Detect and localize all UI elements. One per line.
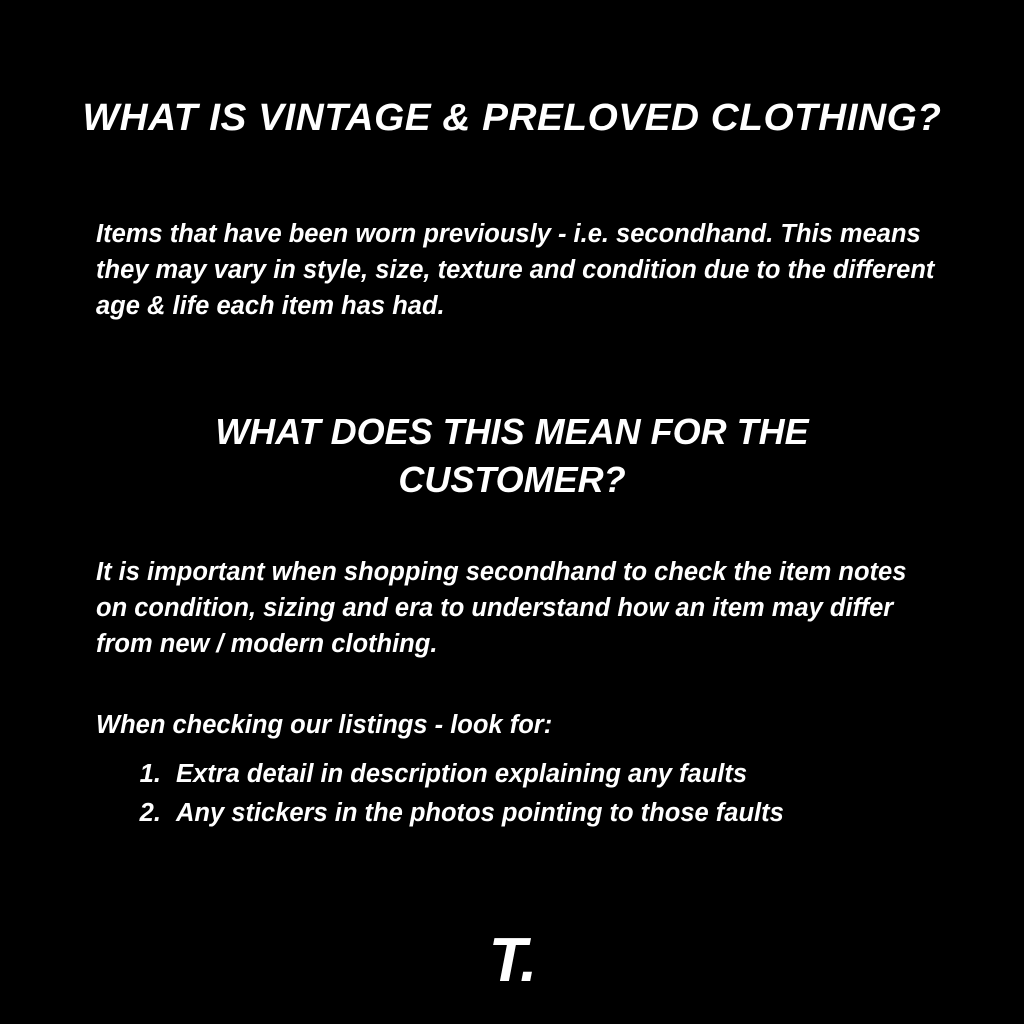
list-item: 2. Any stickers in the photos pointing to those faults: [168, 794, 1008, 833]
customer-paragraph: It is important when shopping secondhand to check the item notes on condition, sizing and era to understand how an item may differ from new / modern clothing.: [96, 557, 907, 658]
section-heading-customer: WHAT DOES THIS MEAN FOR THE CUSTOMER?: [215, 410, 809, 501]
checklist: [120, 755, 1008, 833]
list-item: 1. Extra detail in description explaining any faults: [168, 755, 1008, 794]
intro-paragraph: Items that have been worn previously - i.e. secondhand. This means they may vary in style, size, texture and condition due to the different age & life each item has had.: [96, 219, 935, 320]
page-title: WHAT IS VINTAGE & PRELOVED CLOTHING?: [82, 97, 942, 140]
listings-prompt: When checking our listings - look for:: [96, 710, 553, 739]
brand-logo: T.: [488, 926, 536, 995]
